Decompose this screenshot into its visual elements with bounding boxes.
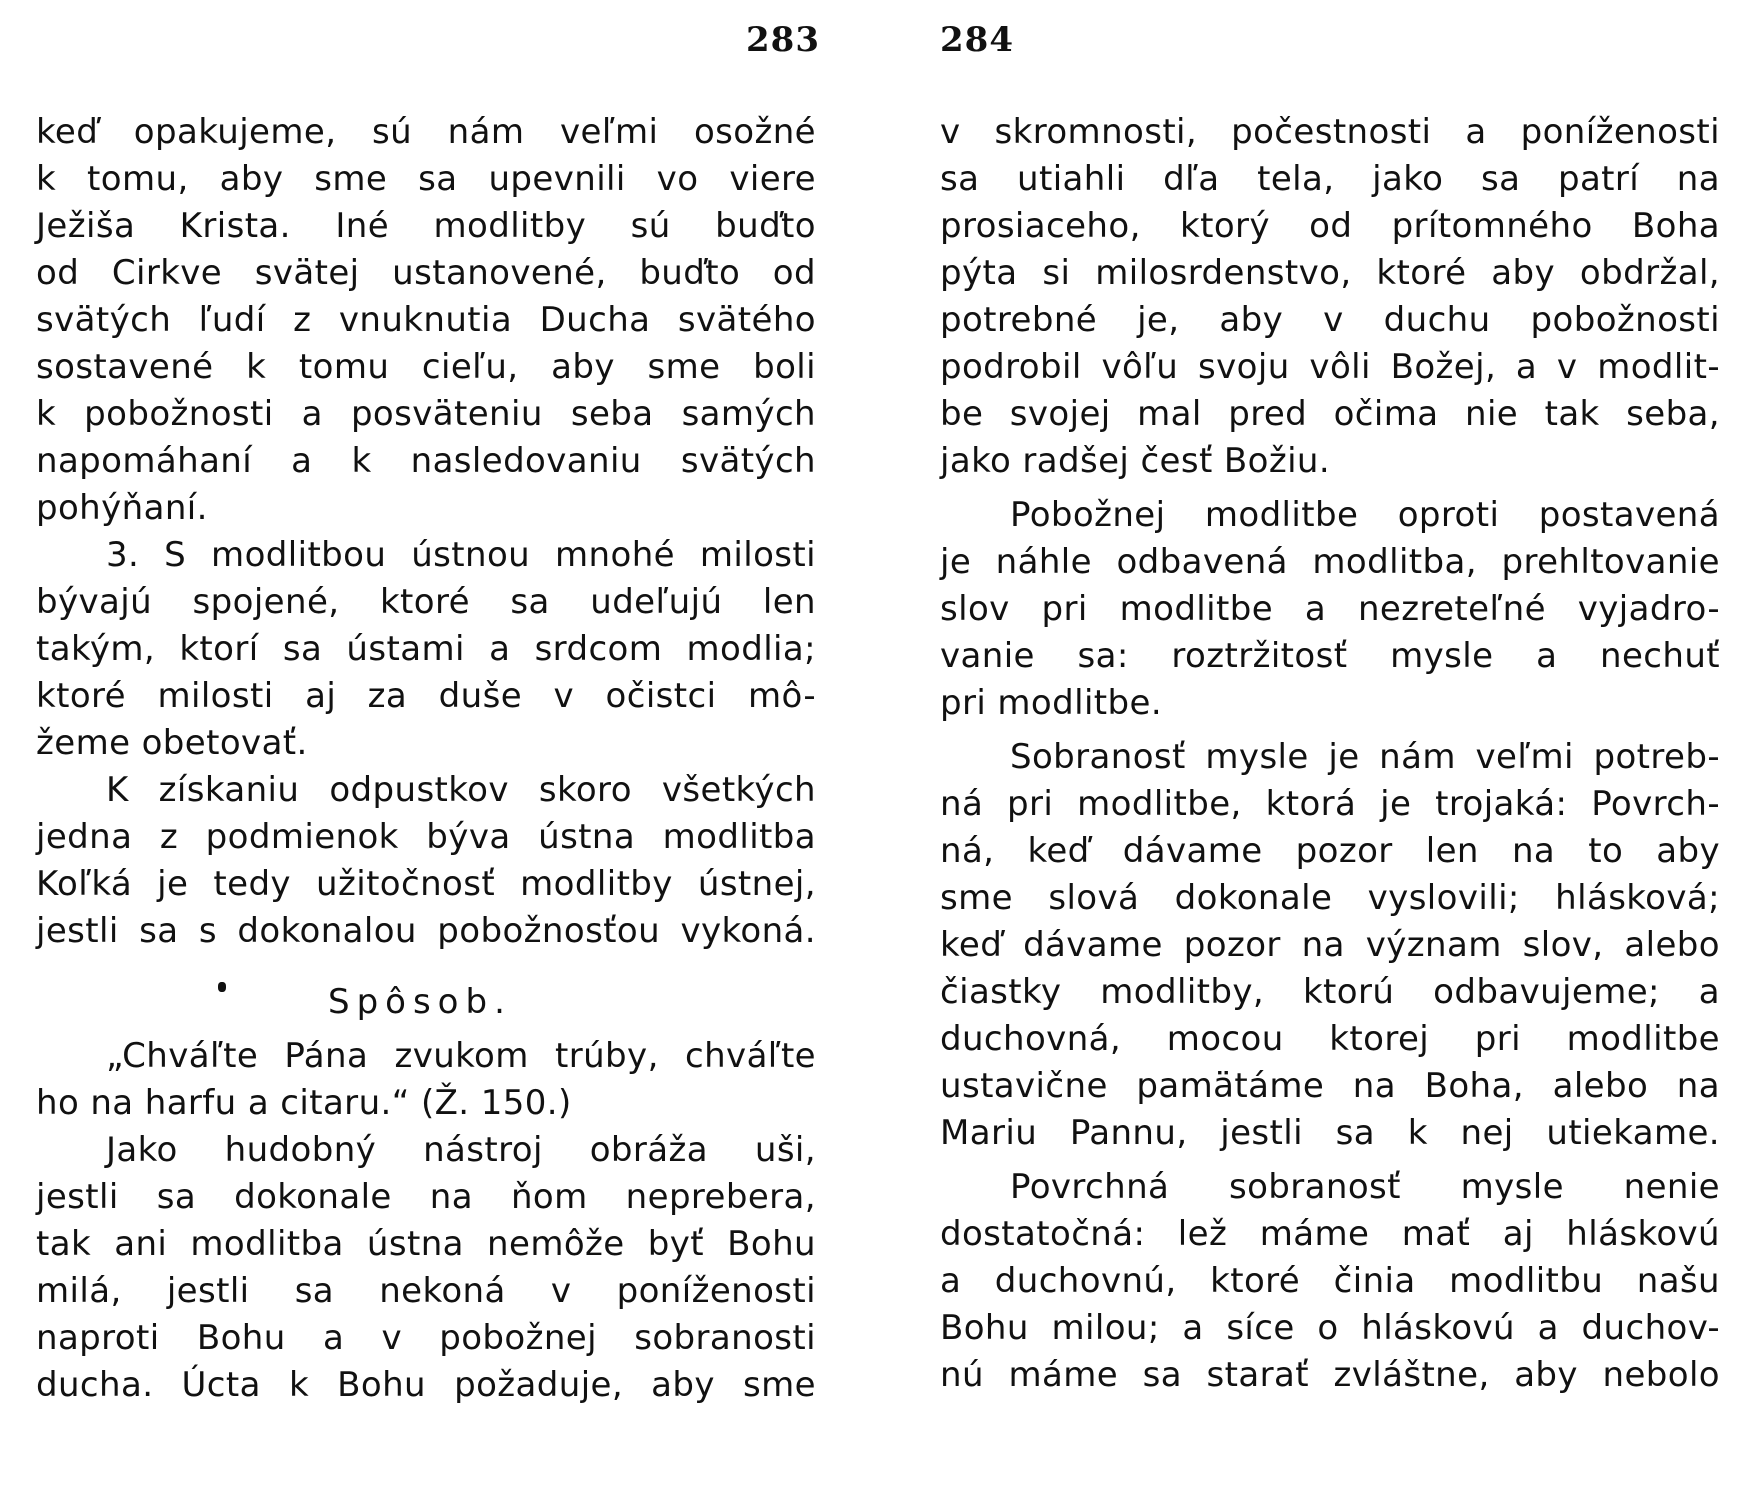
text-line: naproti Bohu a v pobožnej sobranosti [36, 1318, 816, 1358]
text-line: k pobožnosti a posväteniu seba samých [36, 394, 816, 434]
paragraph-1 [940, 109, 1720, 485]
text-line: slov pri modlitbe a nezreteľné vyjadro- [940, 589, 1720, 629]
text-line: Povrchná sobranosť mysle nenie [1010, 1167, 1720, 1207]
text-line: a duchovnú, ktoré činia modlitbu našu [940, 1261, 1720, 1301]
text-line: 3. S modlitbou ústnou mnohé milosti [106, 535, 816, 575]
paragraph-1 [36, 109, 816, 532]
text-line: Bohu milou; a síce o hláskovú a duchov- [940, 1308, 1720, 1348]
text-line: podrobil vôľu svoju vôli Božej, a v modlit- [940, 347, 1720, 387]
paragraph-3 [940, 734, 1720, 1157]
paragraph-2 [36, 532, 816, 767]
text-line: pýta si milosrdenstvo, ktoré aby obdržal, [940, 253, 1720, 293]
text-line: nú máme sa starať zvláštne, aby nebolo [940, 1355, 1720, 1395]
text-line: Pobožnej modlitbe oproti postavená [1010, 495, 1720, 535]
paragraph-3 [36, 767, 816, 955]
text-line: k tomu, aby sme sa upevnili vo viere [36, 159, 816, 199]
text-line: jestli sa dokonale na ňom neprebera, [36, 1177, 816, 1217]
text-line: v skromnosti, počestnosti a poníženosti [940, 112, 1720, 152]
text-line: od Cirkve svätej ustanovené, buďto od [36, 253, 816, 293]
text-line: bývajú spojené, ktoré sa udeľujú len [36, 582, 816, 622]
text-line: tak ani modlitba ústna nemôže byť Bohu [36, 1224, 816, 1264]
text-line: Koľká je tedy užitočnosť modlitby ústnej, [36, 864, 816, 904]
text-line: keď dávame pozor na význam slov, alebo [940, 925, 1720, 965]
text-line: milá, jestli sa nekoná v poníženosti [36, 1271, 816, 1311]
text-line: ducha. Úcta k Bohu požaduje, aby sme [36, 1365, 816, 1405]
text-line: jestli sa s dokonalou pobožnosťou vykoná. [36, 911, 816, 951]
ink-dot [218, 982, 226, 992]
page-number-right: 284 [940, 20, 1014, 60]
text-line: Sobranosť mysle je nám veľmi potreb- [1010, 737, 1720, 777]
text-line: svätých ľudí z vnuknutia Ducha svätého [36, 300, 816, 340]
text-line: ktoré milosti aj za duše v očistci mô- [36, 676, 816, 716]
text-line: be svojej mal pred očima nie tak seba, [940, 394, 1720, 434]
section-heading: Spôsob. [328, 982, 512, 1022]
right-page [878, 0, 1756, 1500]
paragraph-4 [36, 1127, 816, 1409]
text-line: jedna z podmienok býva ústna modlitba [36, 817, 816, 857]
text-line: ho na harfu a citaru.“ (Ž. 150.) [36, 1083, 572, 1123]
text-line: Mariu Pannu, jestli sa k nej utiekame. [940, 1113, 1720, 1153]
text-line: ná pri modlitbe, ktorá je trojaká: Povrch- [940, 784, 1720, 824]
page-number-left: 283 [746, 20, 820, 60]
quote [36, 1033, 816, 1127]
left-text-block [36, 109, 816, 1409]
text-line: napomáhaní a k nasledovaniu svätých [36, 441, 816, 481]
text-line: je náhle odbavená modlitba, prehltovanie [940, 542, 1720, 582]
text-line: sme slová dokonale vyslovili; hlásková; [940, 878, 1720, 918]
text-line: čiastky modlitby, ktorú odbavujeme; a [940, 972, 1720, 1012]
text-line: vanie sa: roztržitosť mysle a nechuť [940, 636, 1720, 676]
text-line: keď opakujeme, sú nám veľmi osožné [36, 112, 816, 152]
text-line: pohýňaní. [36, 488, 208, 528]
text-line: sa utiahli dľa tela, jako sa patrí na [940, 159, 1720, 199]
text-line: K získaniu odpustkov skoro všetkých [106, 770, 816, 810]
text-line: jako radšej česť Božiu. [940, 441, 1331, 481]
paragraph-2 [940, 492, 1720, 727]
text-line: ustavične pamätáme na Boha, alebo na [940, 1066, 1720, 1106]
text-line: „Chváľte Pána zvukom trúby, chváľte [106, 1036, 816, 1076]
text-line: dostatočná: lež máme mať aj hláskovú [940, 1214, 1720, 1254]
text-line: pri modlitbe. [940, 683, 1163, 723]
text-line: duchovná, mocou ktorej pri modlitbe [940, 1019, 1720, 1059]
right-text-block [940, 109, 1720, 1399]
text-line: Jako hudobný nástroj obráža uši, [106, 1130, 816, 1170]
text-line: ná, keď dávame pozor len na to aby [940, 831, 1720, 871]
text-line: žeme obetovať. [36, 723, 308, 763]
text-line: sostavené k tomu cieľu, aby sme boli [36, 347, 816, 387]
text-line: Ježiša Krista. Iné modlitby sú buďto [36, 206, 816, 246]
text-line: potrebné je, aby v duchu pobožnosti [940, 300, 1720, 340]
text-line: takým, ktorí sa ústami a srdcom modlia; [36, 629, 816, 669]
paragraph-4 [940, 1164, 1720, 1399]
text-line: prosiaceho, ktorý od prítomného Boha [940, 206, 1720, 246]
